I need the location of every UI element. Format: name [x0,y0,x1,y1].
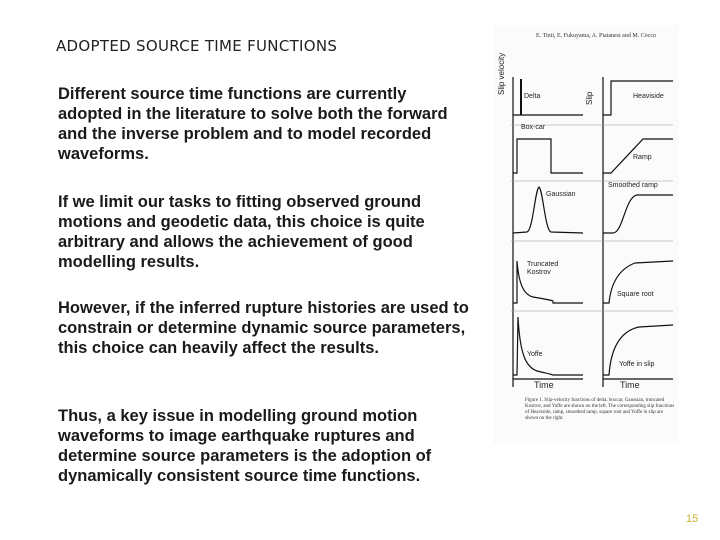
figure-plots [493,25,679,444]
label-yoffe-in-slip: Yoffe in slip [619,361,655,368]
label-truncated: Truncated [527,261,559,268]
slip-axis-label: Slip [585,91,594,105]
smoothed-ramp-curve [603,195,673,233]
slip-velocity-axis-label: Slip velocity [497,52,506,95]
paragraph-4: Thus, a key issue in modelling ground motion waveforms to image earthquake ruptures and determine source parameters is the adoption of dynamically consistent source time functions. [58,407,432,485]
paragraph-1: Different source time functions are currently adopted in the literature to solve both the forward and the inverse problem and to model recorded waveforms. [58,85,448,163]
label-ramp: Ramp [633,154,652,161]
boxcar-curve [513,139,583,173]
label-heaviside: Heaviside [633,93,664,100]
source-time-functions-figure [493,25,679,444]
label-square-root: Square root [617,291,654,298]
paragraph-2: If we limit our tasks to fitting observed ground motions and geodetic data, this choice is quite arbitrary and allows the achievement of good modelling results. [58,193,425,271]
label-time-right: Time [620,380,640,390]
slide-title: ADOPTED SOURCE TIME FUNCTIONS [56,37,338,55]
label-boxcar: Box-car [521,124,546,131]
figure-authors: E. Tinti, E. Fukuyama, A. Piatanesi and M. Cocco [536,33,656,39]
figure-caption: Figure 1. Slip-velocity functions of delta, boxcar, Gaussian, truncated Kostrov, and Yoffe are shown on the left. The corresponding slip functions of Heaviside, ramp, smoothed ramp, square root and Yoffe in slip are shown on the right. [525,398,675,421]
label-smoothed-ramp: Smoothed ramp [608,182,658,189]
label-gaussian: Gaussian [546,191,576,198]
page-number: 15 [686,513,699,525]
label-delta: Delta [524,93,541,100]
paragraph-3: However, if the inferred rupture histories are used to constrain or determine dynamic source parameters, this choice can heavily affect the results. [58,299,469,357]
yoffe-curve [513,317,583,375]
label-kostrov: Kostrov [527,269,551,276]
label-yoffe: Yoffe [527,351,543,358]
label-time-left: Time [534,380,554,390]
